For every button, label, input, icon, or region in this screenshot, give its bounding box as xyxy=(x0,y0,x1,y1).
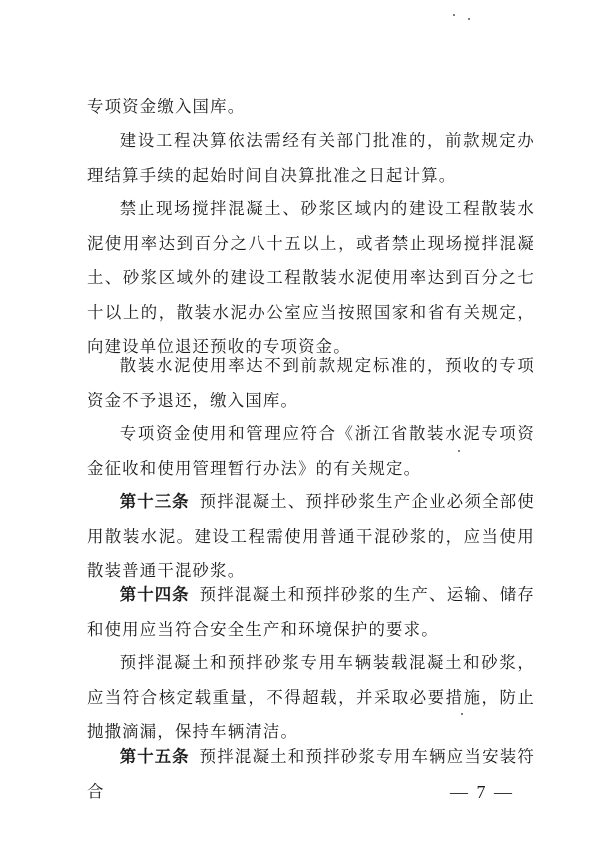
page-number: — 7 — xyxy=(450,782,514,802)
article-14-text: 预拌混凝土和预拌砂浆的生产、运输、储存和使用应当符合安全生产和环境保护的要求。 xyxy=(87,585,535,639)
paragraph-4 xyxy=(87,349,535,418)
scan-speck xyxy=(453,14,455,16)
scan-speck xyxy=(461,713,463,715)
article-15-text: 预拌混凝土和预拌砂浆专用车辆应当安装符合 xyxy=(87,747,535,801)
article-13 xyxy=(87,485,535,589)
paragraph-3 xyxy=(87,192,535,365)
scan-speck xyxy=(468,18,470,20)
paragraph-1 xyxy=(87,90,535,125)
paragraph-5 xyxy=(87,417,535,486)
paragraph-4-text: 散装水泥使用率达不到前款规定标准的，预收的专项资金不予退还，缴入国库。 xyxy=(87,356,535,410)
paragraph-3-text: 禁止现场搅拌混凝土、砂浆区域内的建设工程散装水泥使用率达到百分之八十五以上，或者禁止现场搅拌混凝土、砂浆区域外的建设工程散装水泥使用率达到百分之七十以上的，散装水泥办公室应当按照国家和省有关规定，向建设单位退还预收的专项资金。 xyxy=(87,199,535,356)
paragraph-1-text: 专项资金缴入国库。 xyxy=(87,97,246,116)
paragraph-8-text: 预拌混凝土和预拌砂浆专用车辆装载混凝土和砂浆，应当符合核定载重量，不得超载，并采取必要措施，防止抛撒滴漏，保持车辆清洁。 xyxy=(87,653,535,741)
article-14 xyxy=(87,578,535,647)
article-13-text: 预拌混凝土、预拌砂浆生产企业必须全部使用散装水泥。建设工程需使用普通干混砂浆的，应当使用散装普通干混砂浆。 xyxy=(87,492,535,580)
paragraph-2 xyxy=(87,124,535,193)
article-13-label: 第十三条 xyxy=(119,492,190,511)
article-15-label: 第十五条 xyxy=(119,747,190,766)
paragraph-5-text: 专项资金使用和管理应符合《浙江省散装水泥专项资金征收和使用管理暂行办法》的有关规定。 xyxy=(87,424,535,478)
article-14-label: 第十四条 xyxy=(119,585,190,604)
paragraph-2-text: 建设工程决算依法需经有关部门批准的，前款规定办理结算手续的起始时间自决算批准之日起计算。 xyxy=(87,131,535,185)
scan-speck xyxy=(458,450,460,452)
paragraph-8 xyxy=(87,646,535,750)
